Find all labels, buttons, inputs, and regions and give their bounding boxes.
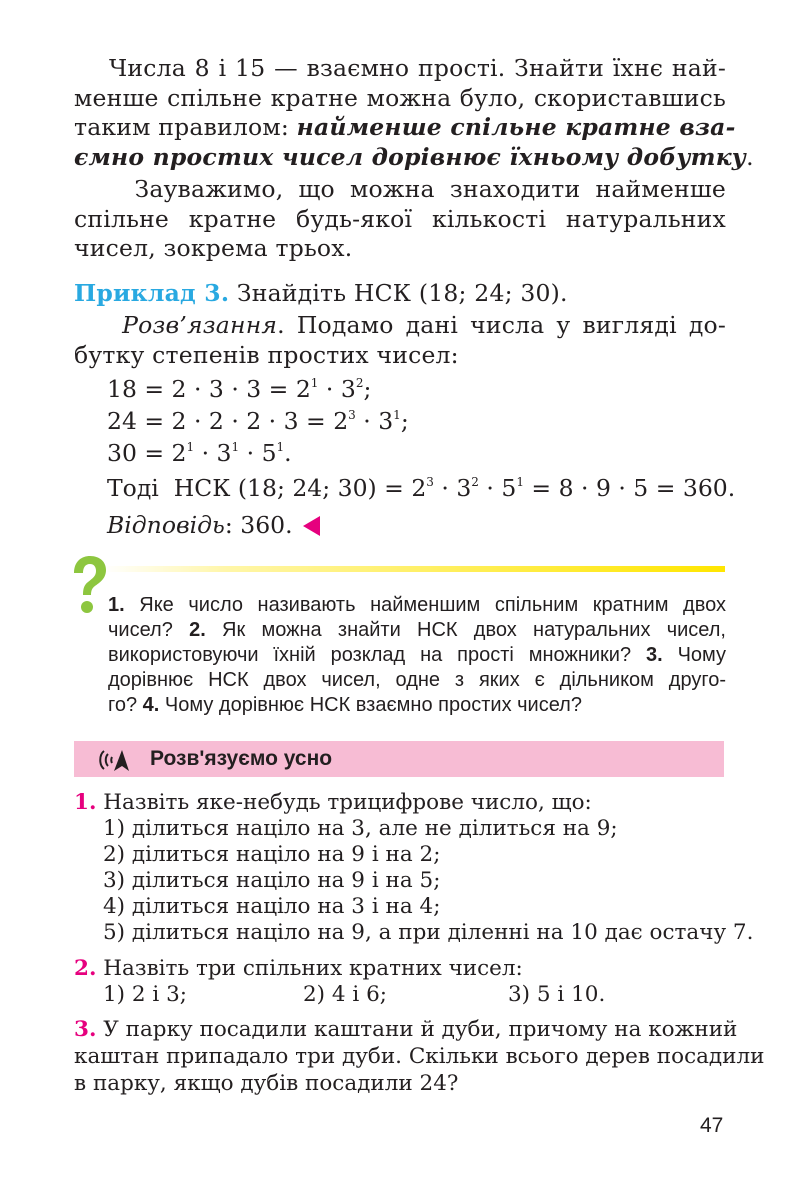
note-paragraph	[74, 175, 726, 264]
rule-text: найменше спільне кратне вза-	[296, 113, 736, 141]
example-heading	[74, 279, 726, 309]
example-title: Приклад 3.	[74, 279, 230, 307]
solution-text-2: бутку степенів простих чисел:	[74, 340, 459, 369]
task-number: 1.	[74, 790, 97, 815]
intro-line-4	[74, 142, 754, 173]
oral-section-title: Розв'язуємо усно	[150, 747, 333, 770]
task-text: в парку, якщо дубів посадили 24?	[74, 1071, 459, 1096]
task-number: 3.	[74, 1017, 97, 1042]
task-1-item: 4) ділиться націло на 3 і на 4;	[103, 894, 441, 919]
task-text: каштан припадало три дуби. Скільки всього дерев посадили	[74, 1044, 765, 1069]
answer-value: : 360.	[224, 511, 293, 539]
task-number: 2.	[74, 956, 97, 981]
question-line-3: використовуючи їхній розклад на прості множники? 3. Чому	[108, 644, 727, 666]
answer-label: Відповідь	[107, 511, 225, 539]
intro-line-1	[74, 54, 726, 84]
task-2-item: 2) 4 і 6;	[303, 982, 388, 1007]
task-1-item: 5) ділиться націло на 9, а при діленні на 10 дає остачу 7.	[103, 920, 754, 945]
task-1-item: 3) ділиться націло на 9 і на 5;	[103, 868, 441, 893]
task-text: Назвіть три спільних кратних чисел:	[96, 956, 523, 981]
question-line-2: чисел? 2. Як можна знайти НСК двох натуральних чисел,	[108, 619, 726, 641]
task-text: У парку посадили каштани й дуби, причому на кожний	[96, 1017, 738, 1042]
intro-text: таким правилом:	[74, 113, 297, 141]
triangle-left-icon	[303, 516, 320, 536]
task-3	[74, 1016, 765, 1097]
speaking-icon	[96, 747, 130, 773]
equation-18: $18 = 2 \cdot 3 \cdot 3 = 2^1 \cdot 3^2$;	[107, 375, 372, 403]
intro-text: .	[746, 142, 754, 171]
note-line-2: спільне кратне будь-якої кількості натуральних	[74, 204, 726, 233]
question-line-4: дорівнює НСК двох чисел, одне з яких є дільником друго-	[108, 669, 726, 691]
example-task: Знайдіть НСК (18; 24; 30).	[229, 279, 568, 307]
intro-paragraph	[74, 54, 754, 172]
questions-divider	[103, 566, 725, 572]
solution-text: . Подамо дані числа у вигляді до-	[277, 311, 726, 339]
task-1-item: 1) ділиться націло на 3, але не ділиться на 9;	[103, 816, 618, 841]
rule-text: ємно простих чисел дорівнює їхньому добутку	[74, 142, 747, 171]
equation-30: $30 = 2^1 \cdot 3^1 \cdot 5^1$.	[107, 439, 292, 467]
note-line-1: Зауважимо, що можна знаходити найменше	[74, 175, 726, 203]
task-2	[74, 956, 523, 982]
intro-line-3	[74, 113, 736, 143]
question-line-1: 1. Яке число називають найменшим спільним кратним двох	[108, 594, 726, 616]
answer-line	[107, 510, 320, 540]
review-questions	[108, 593, 726, 718]
question-mark-icon	[70, 555, 108, 617]
task-1-item: 2) ділиться націло на 9 і на 2;	[103, 842, 441, 867]
solution-label: Розв’язання	[122, 311, 278, 339]
oral-section-header	[74, 741, 724, 777]
task-text: Назвіть яке-небудь трицифрове число, що:	[96, 790, 592, 815]
task-2-item: 1) 2 і 3;	[103, 982, 188, 1007]
equation-lcm: Тоді НСК (18; 24; $30) = 2^3 \cdot 3^2 \cdot 5^1 = 8 \cdot 9 \cdot 5 = 360$.	[107, 474, 736, 502]
equation-24: $24 = 2 \cdot 2 \cdot 2 \cdot 3 = 2^3 \cdot 3^1$;	[107, 407, 409, 435]
task-1	[74, 790, 592, 816]
intro-text: Числа 8 і 15 — взаємно прості. Знайти їхнє най-	[74, 54, 726, 82]
task-2-item: 3) 5 і 10.	[508, 982, 606, 1007]
intro-text: менше спільне кратне можна було, скориставшись	[74, 83, 726, 112]
page-number: 47	[700, 1114, 724, 1137]
solution-paragraph	[74, 311, 726, 370]
note-line-3: чисел, зокрема трьох.	[74, 234, 353, 262]
intro-line-2	[74, 84, 726, 114]
question-line-5: го? 4. Чому дорівнює НСК взаємно простих чисел?	[108, 694, 582, 716]
